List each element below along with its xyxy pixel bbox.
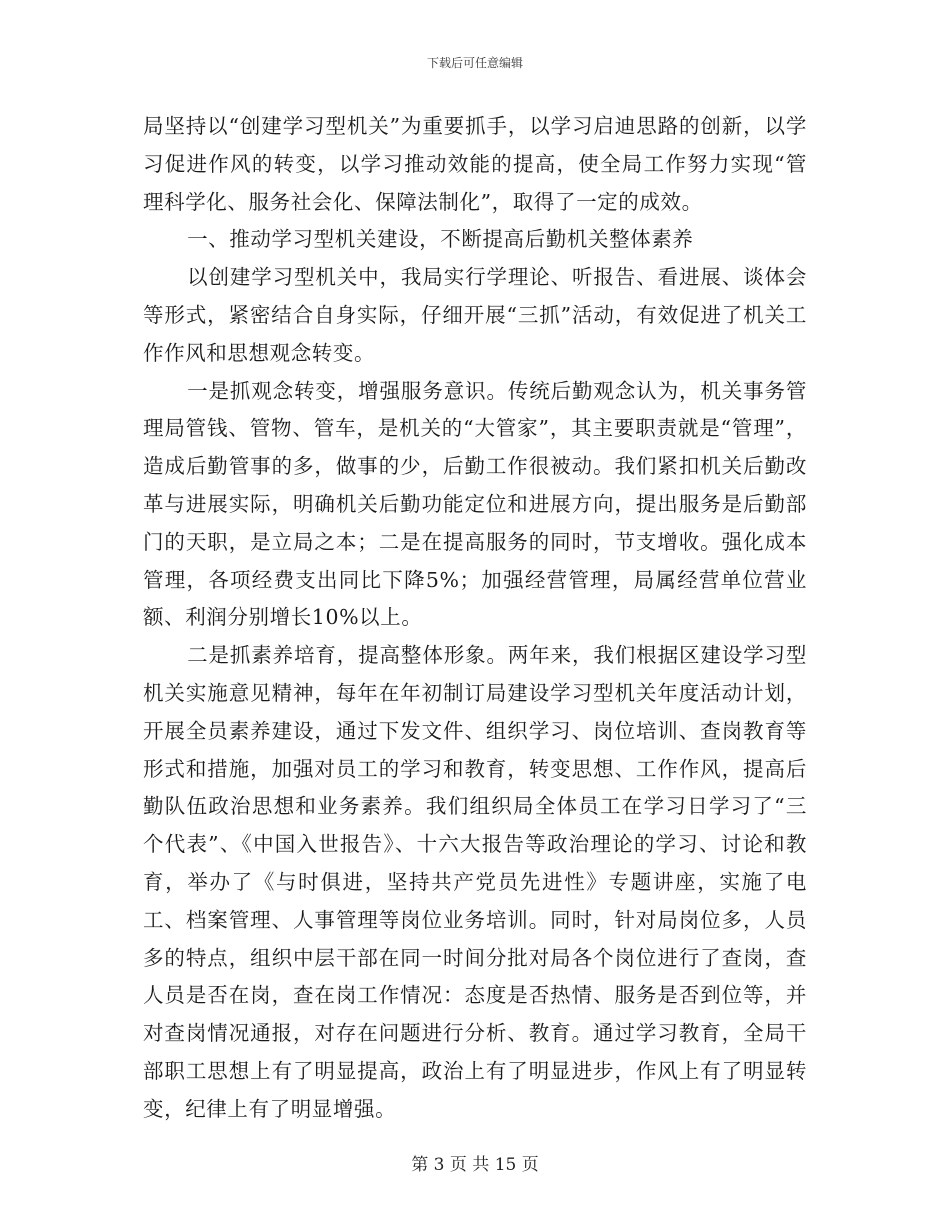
paragraph-quality-training: 二是抓素养培育，提高整体形象。两年来，我们根据区建设学习型机关实施意见精神，每年在年初制订局建设学习型机关年度活动计划，开展全员素养建设，通过下发文件、组织学习、岗位培训、查岗教育等形式和措施，加强对员工的学习和教育，转变思想、工作作风，提高后勤队伍政治思想和业务素养。我们组织局全体员工在学习日学习了“三个代表”、《中国入世报告》、十六大报告等政治理论的学习、讨论和教育，举办了《与时俱进，坚持共产党员先进性》专题讲座，实施了电工、档案管理、人事管理等岗位业务培训。同时，针对局岗位多，人员多的特点，组织中层干部在同一时间分批对局各个岗位进行了查岗，查人员是否在岗，查在岗工作情况：态度是否热情、服务是否到位等，并对查岗情况通报，对存在问题进行分析、教育。通过学习教育，全局干部职工思想上有了明显提高，政治上有了明显进步，作风上有了明显转变，纪律上有了明显增强。 — [143, 643, 807, 1121]
section-heading: 一、推动学习型机关建设，不断提高后勤机关整体素养 — [187, 227, 694, 252]
paragraph-intro: 以创建学习型机关中，我局实行学理论、听报告、看进展、谈体会等形式，紧密结合自身实际，仔细开展“三抓”活动，有效促进了机关工作作风和思想观念转变。 — [143, 265, 807, 365]
document-body — [143, 108, 807, 1129]
page-number-footer: 第 3 页 共 15 页 — [411, 1155, 539, 1175]
paragraph-continuation: 局坚持以“创建学习型机关”为重要抓手，以学习启迪思路的创新，以学习促进作风的转变，以学习推动效能的提高，使全局工作努力实现“管理科学化、服务社会化、保障法制化”，取得了一定的成效。 — [143, 114, 807, 214]
paragraph-concept-change: 一是抓观念转变，增强服务意识。传统后勤观念认为，机关事务管理局管钱、管物、管车，是机关的“大管家”，其主要职责就是“管理”，造成后勤管事的多，做事的少，后勤工作很被动。我们紧扣机关后勤改革与进展实际，明确机关后勤功能定位和进展方向，提出服务是后勤部门的天职，是立局之本；二是在提高服务的同时，节支增收。强化成本管理，各项经费支出同比下降5%；加强经营管理，局属经营单位营业额、利润分别增长10%以上。 — [143, 378, 807, 630]
page-header: 下载后可任意编辑 — [426, 56, 523, 70]
